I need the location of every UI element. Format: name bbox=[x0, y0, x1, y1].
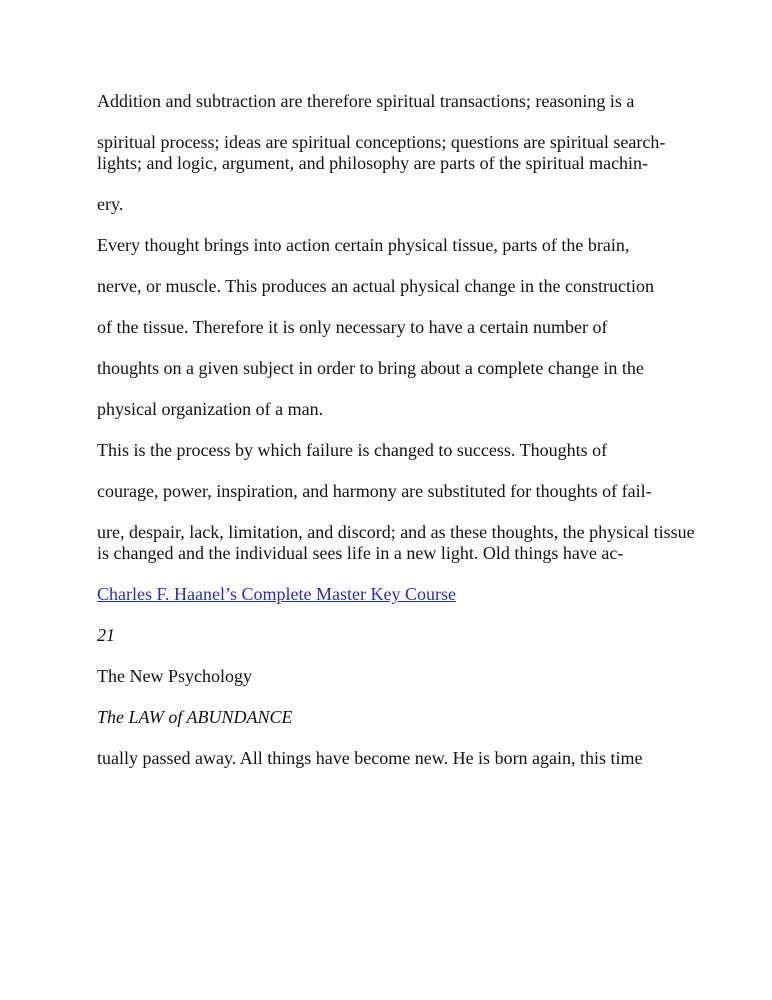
text-line-6: of the tissue. Therefore it is only necessary to have a certain number of bbox=[97, 317, 608, 337]
text-line-10: courage, power, inspiration, and harmony are substituted for thoughts of fail- bbox=[97, 481, 652, 501]
chapter-title: The LAW of ABUNDANCE bbox=[97, 707, 293, 727]
text-line-5: nerve, or muscle. This produces an actual physical change in the construction bbox=[97, 276, 654, 296]
footer-link-paragraph bbox=[97, 584, 697, 605]
text-line-7: thoughts on a given subject in order to bring about a complete change in the bbox=[97, 358, 644, 378]
text-line-8: physical organization of a man. bbox=[97, 399, 324, 419]
page-number: 21 bbox=[97, 625, 115, 645]
text-line-4: Every thought brings into action certain physical tissue, parts of the brain, bbox=[97, 235, 630, 255]
course-link[interactable]: Charles F. Haanel’s Complete Master Key Course bbox=[97, 584, 456, 604]
continuation-line: tually passed away. All things have become new. He is born again, this time bbox=[97, 748, 643, 768]
text-line-3: ery. bbox=[97, 194, 124, 214]
text-line-1: Addition and subtraction are therefore spiritual transactions; reasoning is a bbox=[97, 91, 635, 111]
document-page bbox=[97, 91, 697, 789]
text-line-2: spiritual process; ideas are spiritual conceptions; questions are spiritual search-lights; and logic, argument, and philosophy are parts of the spiritual machin- bbox=[97, 132, 666, 173]
text-line-9: This is the process by which failure is changed to success. Thoughts of bbox=[97, 440, 608, 460]
text-line-11: ure, despair, lack, limitation, and discord; and as these thoughts, the physical tissue is changed and the individual sees life in a new light. Old things have ac- bbox=[97, 522, 695, 563]
book-title: The New Psychology bbox=[97, 666, 252, 686]
